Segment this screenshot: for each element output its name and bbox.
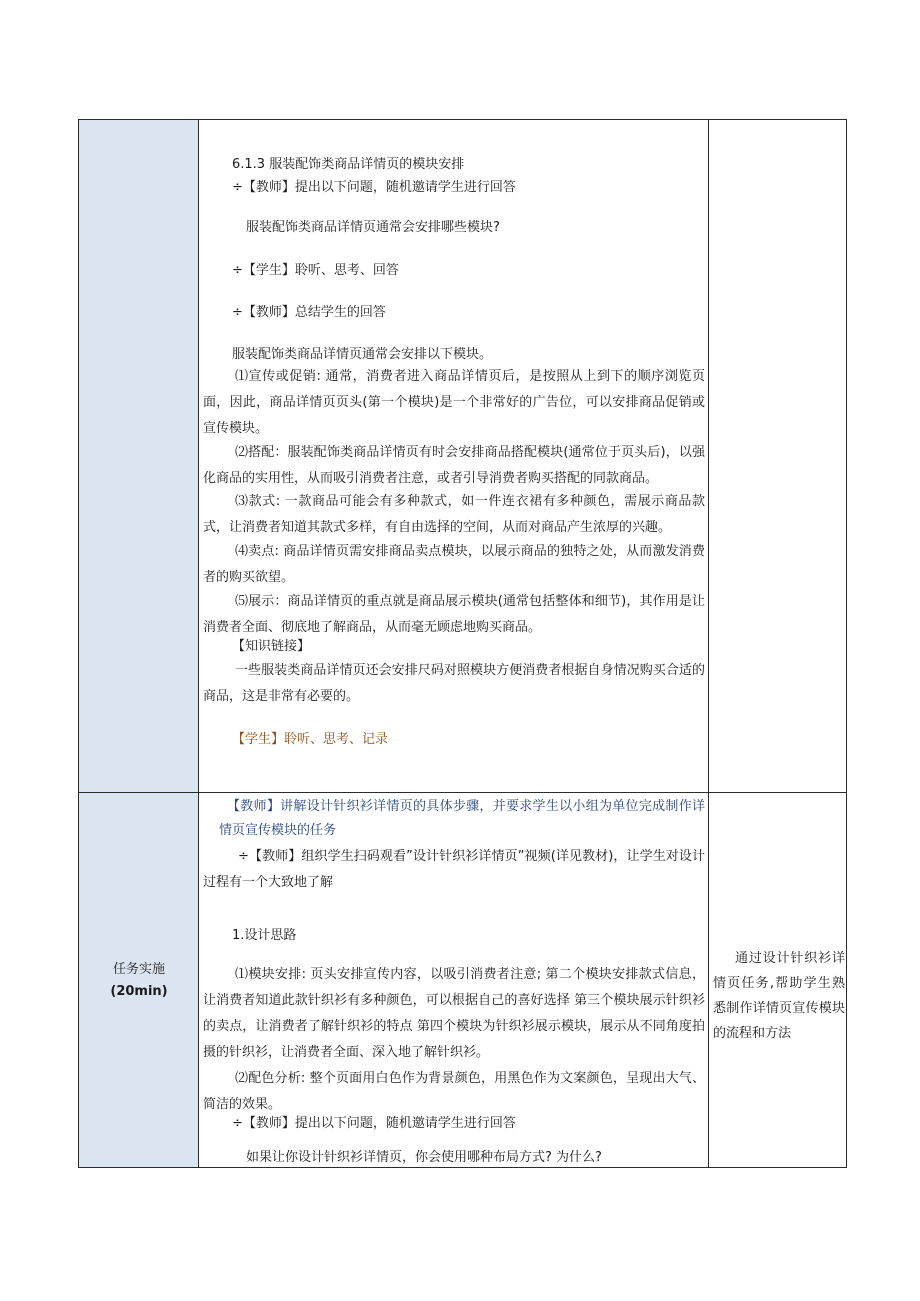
- goal-cell: [709, 793, 846, 1167]
- phase-cell: [79, 793, 199, 1167]
- teaching-goal: 通过设计针织衫详情页任务,帮助学生熟悉制作详情页宣传模块的流程和方法: [713, 951, 845, 1041]
- phase-label: [79, 959, 199, 1003]
- teacher-task-instruction: 【教师】讲解设计针织衫详情页的具体步骤，并要求学生以小组为单位完成制作详情页宣传模块的任务: [219, 799, 705, 838]
- content-cell: [199, 120, 709, 792]
- module-item-selling-point: ⑷卖点: 商品详情页需安排商品卖点模块，以展示商品的独特之处，从而激发消费者的购买欲望。: [203, 544, 705, 585]
- modules-intro: 服装配饰类商品详情页通常会安排以下模块。: [232, 347, 493, 362]
- module-item-display: ⑸展示：商品详情页的重点就是商品展示模块(通常包括整体和细节)，其作用是让消费者全面、彻底地了解商品，从而毫无顾虑地购买商品。: [203, 594, 705, 635]
- teacher-summary: ÷【教师】总结学生的回答: [232, 305, 386, 320]
- table-row-task-implementation: [79, 793, 846, 1167]
- design-heading: 1.设计思路: [232, 928, 297, 943]
- design-color-analysis: ⑵配色分析: 整个页面用白色作为背景颜色，用黑色作为文案颜色，呈现出大气、简洁的效果。: [203, 1071, 705, 1112]
- content-cell: [199, 793, 709, 1167]
- lesson-plan-table: [78, 119, 847, 1168]
- module-item-style: ⑶款式: 一款商品可能会有多种款式，如一件连衣裙有多种颜色，需展示商品款式，让消费者知道其款式多样，有自由选择的空间，从而对商品产生浓厚的兴趣。: [203, 494, 705, 535]
- section-heading: 6.1.3 服装配饰类商品详情页的模块安排: [232, 157, 465, 172]
- phase-duration: (20min): [110, 984, 168, 999]
- question-text: 如果让你设计针织衫详情页，你会使用哪种布局方式? 为什么?: [246, 1150, 602, 1165]
- phase-cell: [79, 120, 199, 792]
- phase-name: 任务实施: [112, 962, 165, 977]
- teacher-question-prompt: ÷【教师】提出以下问题，随机邀请学生进行回答: [232, 1116, 516, 1131]
- table-row-module-arrangement: [79, 120, 846, 793]
- module-item-matching: ⑵搭配：服装配饰类商品详情页有时会安排商品搭配模块(通常位于页头后)，以强化商品的实用性，从而吸引消费者注意，或者引导消费者购买搭配的同款商品。: [203, 445, 705, 486]
- teacher-video-instruction: ÷【教师】组织学生扫码观看”设计针织衫详情页”视频(详见教材)，让学生对设计过程有一个大致地了解: [203, 849, 705, 890]
- design-module-arrangement: ⑴模块安排: 页头安排宣传内容，以吸引消费者注意; 第二个模块安排款式信息，让消费者知道此款针织衫有多种颜色，可以根据自己的喜好选择 第三个模块展示针织衫的卖点，让消费者了解针织衫的特点 第四个模块为针织衫展示模块，展示从不同角度拍摄的针织衫，让消费者全面、深入地了解针织衫。: [203, 967, 705, 1060]
- knowledge-link-text: 一些服装类商品详情页还会安排尺码对照模块方便消费者根据自身情况购买合适的商品，这是非常有必要的。: [203, 663, 705, 704]
- knowledge-link-title: 【知识链接】: [232, 639, 311, 654]
- student-answer: ÷【学生】聆听、思考、回答: [232, 263, 399, 278]
- teacher-question-prompt: ÷【教师】提出以下问题，随机邀请学生进行回答: [232, 180, 516, 195]
- question-text: 服装配饰类商品详情页通常会安排哪些模块?: [246, 220, 500, 235]
- goal-cell: [709, 120, 846, 792]
- module-item-promotion: ⑴宣传或促销: 通常，消费者进入商品详情页后，是按照从上到下的顺序浏览页面，因此，商品详情页页头(第一个模块)是一个非常好的广告位，可以安排商品促销或宣传模块。: [203, 369, 705, 436]
- student-record: 【学生】聆听、思考、记录: [232, 732, 389, 747]
